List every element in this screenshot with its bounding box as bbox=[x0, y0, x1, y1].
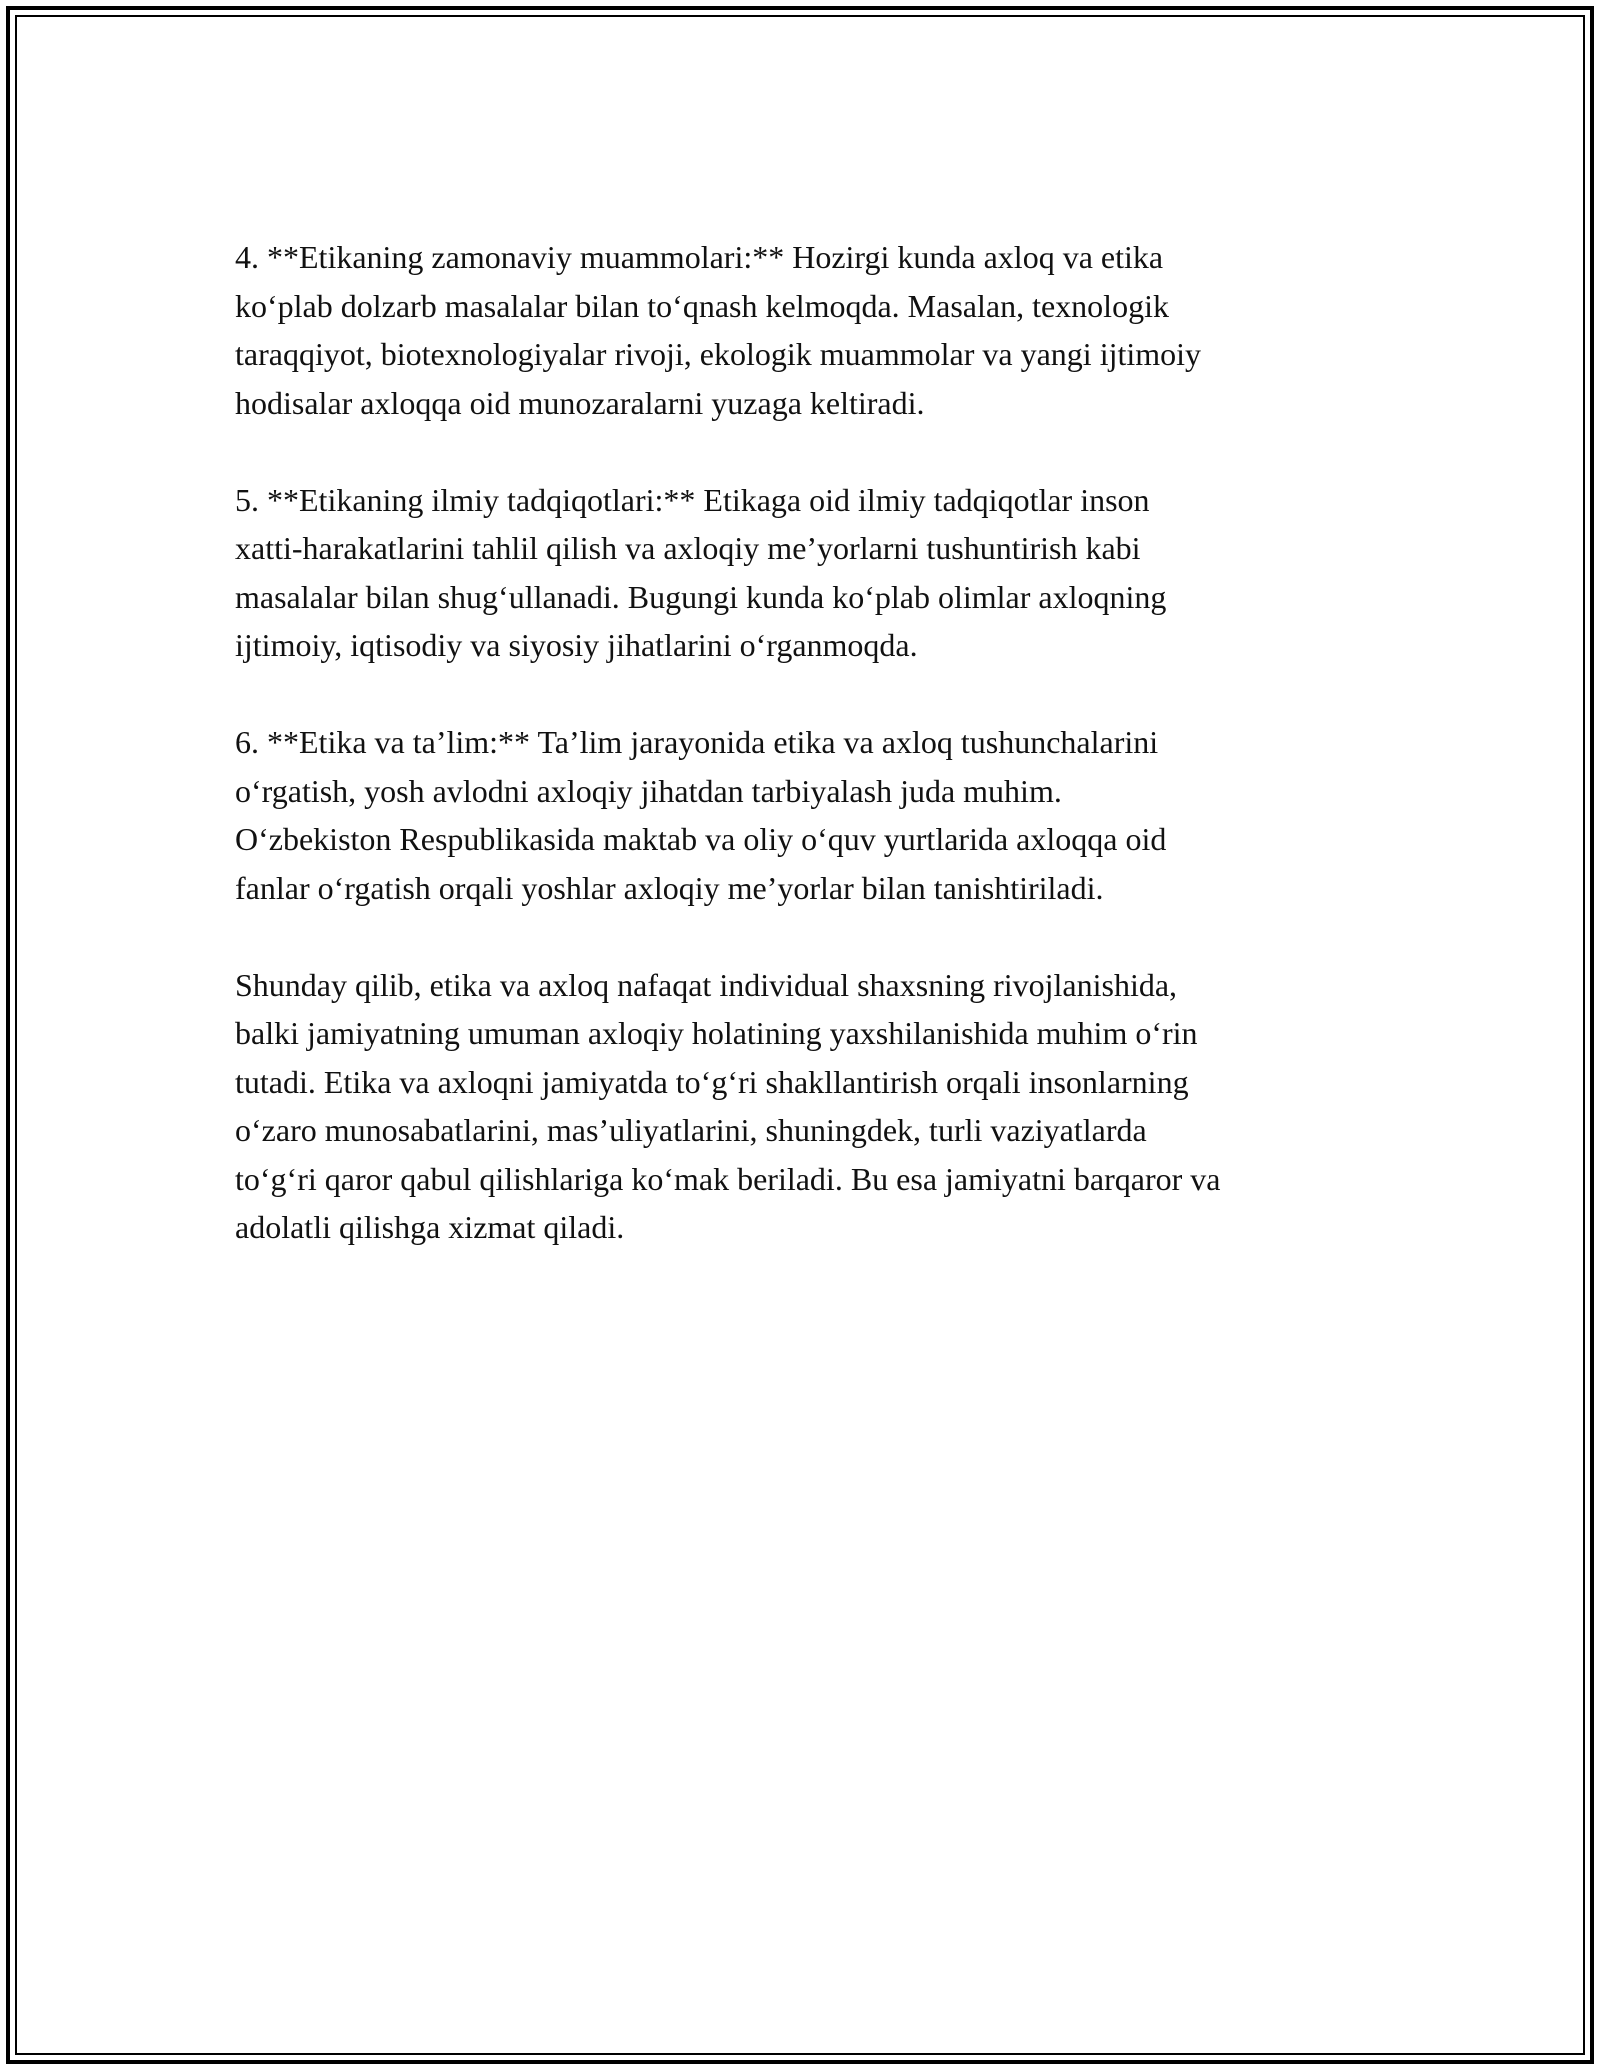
text-line: ko‘plab dolzarb masalalar bilan to‘qnash kelmoqda. Masalan, texnologik bbox=[235, 287, 1169, 324]
text-line: Shunday qilib, etika va axloq nafaqat individual shaxsning rivojlanishida, bbox=[235, 966, 1178, 1003]
text-line: fanlar o‘rgatish orqali yoshlar axloqiy me’yorlar bilan tanishtiriladi. bbox=[235, 869, 1104, 906]
text-line: adolatli qilishga xizmat qiladi. bbox=[235, 1209, 625, 1245]
text-line: O‘zbekiston Respublikasida maktab va oliy o‘quv yurtlarida axloqqa oid bbox=[235, 821, 1167, 857]
paragraph-conclusion bbox=[235, 961, 1385, 1252]
text-line: 6. **Etika va ta’lim:** Ta’lim jarayonida etika va axloq tushunchalarini bbox=[235, 724, 1159, 760]
text-line: to‘g‘ri qaror qabul qilishlariga ko‘mak beriladi. Bu esa jamiyatni barqaror va bbox=[235, 1160, 1221, 1197]
text-line: tutadi. Etika va axloqni jamiyatda to‘g‘ri shakllantirish orqali insonlarning bbox=[235, 1063, 1189, 1100]
text-line: 4. **Etikaning zamonaviy muammolari:** Hozirgi kunda axloq va etika bbox=[235, 239, 1164, 275]
text-line: 5. **Etikaning ilmiy tadqiqotlari:** Etikaga oid ilmiy tadqiqotlar inson bbox=[235, 481, 1150, 518]
text-line: hodisalar axloqqa oid munozaralarni yuzaga keltiradi. bbox=[235, 384, 925, 421]
paragraph-4-modern-problems bbox=[235, 233, 1385, 427]
paragraph-5-scientific-research bbox=[235, 476, 1385, 670]
text-line: balki jamiyatning umuman axloqiy holatining yaxshilanishida muhim o‘rin bbox=[235, 1015, 1198, 1051]
text-line: ijtimoiy, iqtisodiy va siyosiy jihatlarini o‘rganmoqda. bbox=[235, 627, 918, 663]
text-line: o‘rgatish, yosh avlodni axloqiy jihatdan tarbiyalash juda muhim. bbox=[235, 772, 1062, 809]
text-line: xatti-harakatlarini tahlil qilish va axloqiy me’yorlarni tushuntirish kabi bbox=[235, 530, 1141, 566]
text-line: taraqqiyot, biotexnologiyalar rivoji, ekologik muammolar va yangi ijtimoiy bbox=[235, 336, 1202, 372]
text-line: masalalar bilan shug‘ullanadi. Bugungi kunda ko‘plab olimlar axloqning bbox=[235, 578, 1167, 615]
paragraph-6-ethics-and-education bbox=[235, 718, 1385, 912]
document-body bbox=[235, 233, 1385, 1300]
text-line: o‘zaro munosabatlarini, mas’uliyatlarini, shuningdek, turli vaziyatlarda bbox=[235, 1112, 1147, 1148]
